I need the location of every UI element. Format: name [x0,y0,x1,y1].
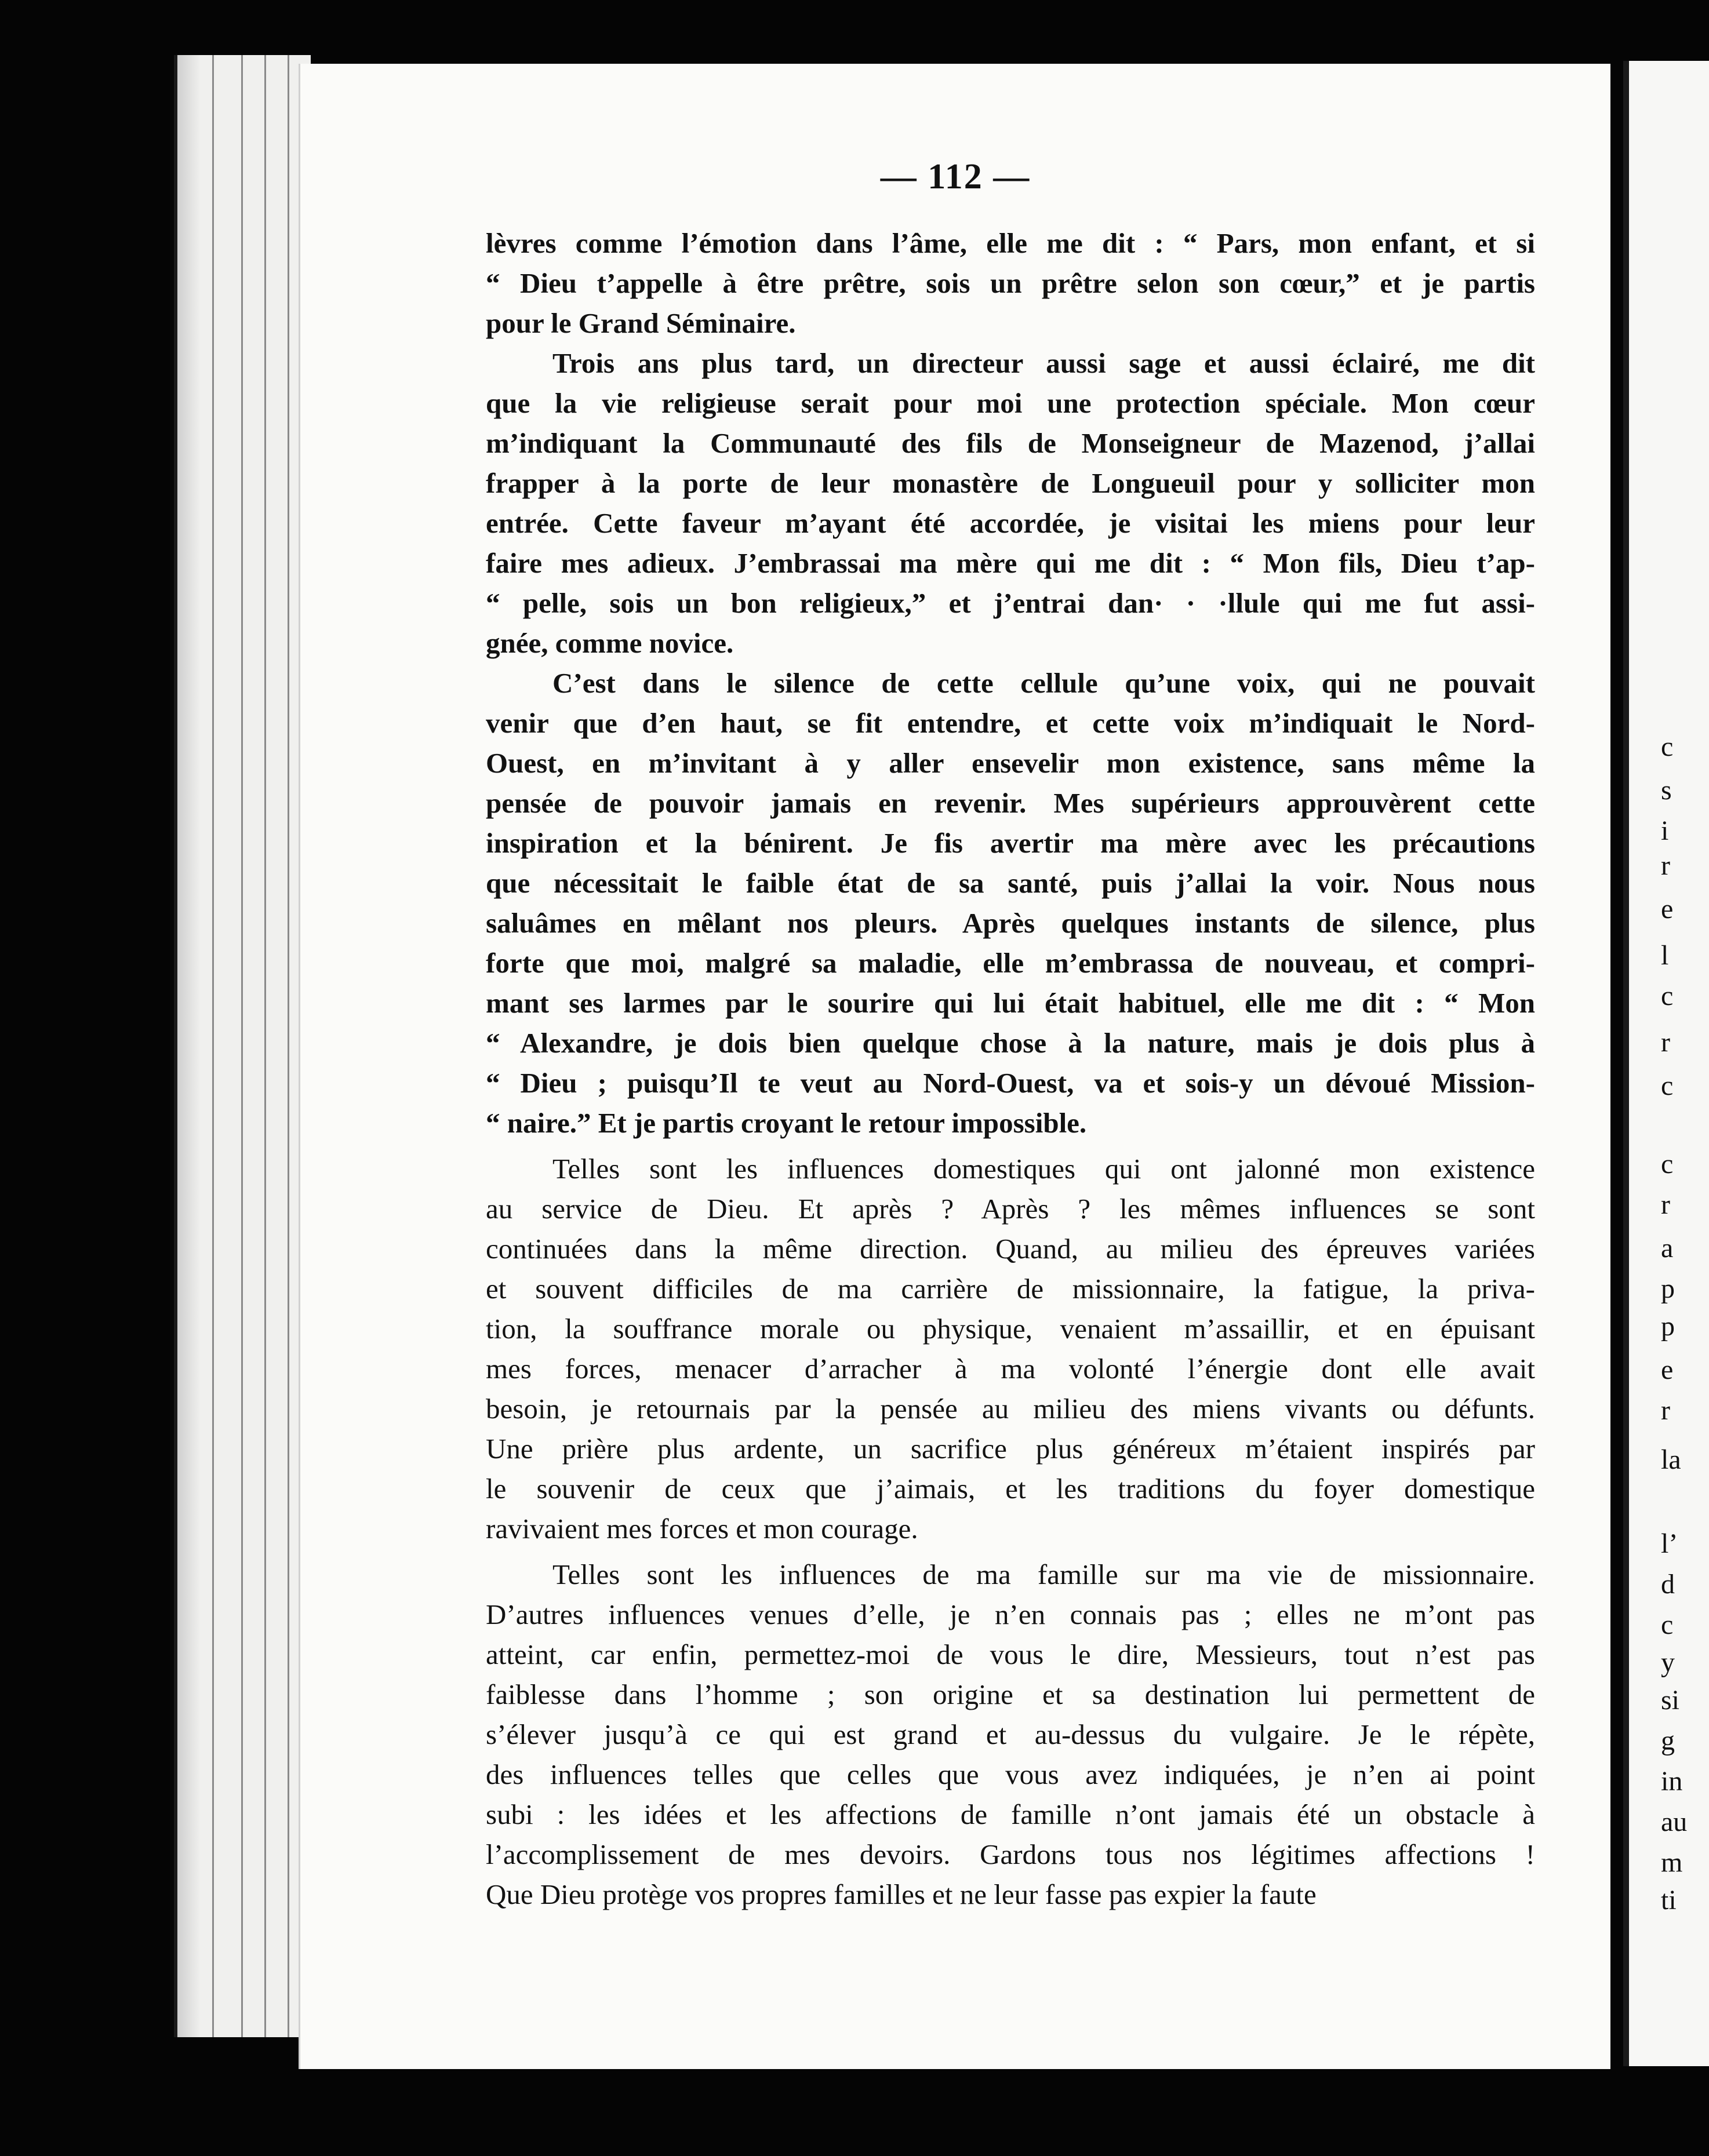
facing-page-fragment: c [1661,1609,1674,1640]
text-line: s’élever jusqu’à ce qui est grand et au-dessus du vulgaire. Je le répète, [486,1718,1535,1750]
paragraph [486,223,1535,343]
text-line: subi : les idées et les affections de famille n’ont jamais été un obstacle à [486,1798,1535,1830]
text-line: inspiration et la bénirent. Je fis avertir ma mère avec les précautions [486,827,1535,859]
facing-page-fragment: in [1661,1766,1683,1797]
facing-page-fragment: p [1661,1273,1675,1304]
text-line: des influences telles que celles que vous avez indiquées, je n’en ai point [486,1758,1535,1790]
text-line: que nécessitait le faible état de sa santé, puis j’allai la voir. Nous nous [486,867,1535,899]
facing-page-fragment: si [1661,1685,1680,1716]
text-line: “ Dieu ; puisqu’Il te veut au Nord-Ouest, va et sois-y un dévoué Mission- [486,1067,1535,1099]
text-line: venir que d’en haut, se fit entendre, et cette voix m’indiquait le Nord- [486,707,1535,739]
text-line: gnée, comme novice. [486,627,734,659]
facing-page-fragment: s [1661,775,1672,806]
facing-page-fragment: la [1661,1444,1681,1475]
page-edge-line [288,55,289,2037]
facing-page-fragment: i [1661,815,1669,846]
text-line: pensée de pouvoir jamais en revenir. Mes supérieurs approuvèrent cette [486,787,1535,819]
facing-page-fragment: au [1661,1807,1688,1837]
text-line: C’est dans le silence de cette cellule qu’une voix, qui ne pouvait [552,667,1535,699]
text-line: pour le Grand Séminaire. [486,307,796,339]
text-line: lèvres comme l’émotion dans l’âme, elle me dit : “ Pars, mon enfant, et si [486,227,1535,259]
text-line: frapper à la porte de leur monastère de Longueuil pour y solliciter mon [486,467,1535,499]
text-line: “ naire.” Et je partis croyant le retour impossible. [486,1107,1087,1139]
book-page-stack [174,55,311,2037]
facing-page-fragment: ti [1661,1885,1677,1915]
facing-page-fragment: e [1661,1354,1674,1385]
page-stack-shadow [177,55,201,2037]
text-line: besoin, je retournais par la pensée au milieu des miens vivants ou défunts. [486,1393,1535,1425]
facing-page-fragment: m [1661,1847,1683,1878]
text-line: tion, la souffrance morale ou physique, venaient m’assaillir, et en épuisant [486,1313,1535,1345]
facing-page-fragment: y [1661,1647,1675,1678]
facing-page-fragment: e [1661,894,1674,924]
paragraph [486,343,1535,663]
facing-page-fragment: p [1661,1311,1675,1342]
text-line: et souvent difficiles de ma carrière de missionnaire, la fatigue, la priva- [486,1273,1535,1305]
facing-page-fragment: a [1661,1233,1674,1263]
facing-page-fragment: c [1661,731,1674,762]
facing-page-fragment: r [1661,1027,1670,1058]
facing-page-fragment: c [1661,1149,1674,1179]
paragraph-gap [486,1143,1535,1149]
text-line: “ Alexandre, je dois bien quelque chose à la nature, mais je dois plus à [486,1027,1535,1059]
book-page [299,64,1610,2069]
text-line: mant ses larmes par le sourire qui lui était habituel, elle me dit : “ Mon [486,987,1535,1019]
text-line: “ Dieu t’appelle à être prêtre, sois un prêtre selon son cœur,” et je partis [486,267,1535,299]
text-line: m’indiquant la Communauté des fils de Monseigneur de Mazenod, j’allai [486,427,1535,459]
text-line: l’accomplissement de mes devoirs. Gardons tous nos légitimes affections ! [486,1838,1535,1870]
page-edge-line [241,55,243,2037]
facing-page-fragment: r [1661,850,1670,881]
page-body-text [486,223,1535,1914]
text-line: Ouest, en m’invitant à y aller ensevelir mon existence, sans même la [486,747,1535,779]
facing-page-fragment: r [1661,1189,1670,1220]
page-edge-line [212,55,214,2037]
facing-page-fragment: r [1661,1395,1670,1426]
text-line: que la vie religieuse serait pour moi une protection spéciale. Mon cœur [486,387,1535,419]
text-line: Que Dieu protège vos propres familles et ne leur fasse pas expier la faute [486,1878,1317,1910]
text-line: Trois ans plus tard, un directeur aussi sage et aussi éclairé, me dit [552,347,1535,379]
paragraph [486,1149,1535,1549]
page-number: — 112 — [880,157,1031,196]
text-line: Telles sont les influences de ma famille sur ma vie de missionnaire. [552,1558,1535,1590]
facing-page-fragment: d [1661,1569,1675,1600]
text-line: au service de Dieu. Et après ? Après ? les mêmes influences se sont [486,1193,1535,1225]
facing-page-fragment: c [1661,981,1674,1011]
text-line: saluâmes en mêlant nos pleurs. Après quelques instants de silence, plus [486,907,1535,939]
text-line: atteint, car enfin, permettez-moi de vous le dire, Messieurs, tout n’est pas [486,1638,1535,1670]
text-line: faiblesse dans l’homme ; son origine et sa destination lui permettent de [486,1678,1535,1710]
facing-page-edge [1623,61,1709,2066]
text-line: Telles sont les influences domestiques qui ont jalonné mon existence [552,1153,1535,1185]
text-line: ravivaient mes forces et mon courage. [486,1513,918,1545]
facing-page-fragment: l’ [1661,1528,1678,1559]
facing-page-fragment: c [1661,1070,1674,1101]
paragraph-gap [486,1549,1535,1554]
text-line: mes forces, menacer d’arracher à ma volonté l’énergie dont elle avait [486,1353,1535,1385]
text-line: le souvenir de ceux que j’aimais, et les traditions du foyer domestique [486,1473,1535,1505]
facing-page-fragment: g [1661,1725,1675,1756]
paragraph [486,1554,1535,1914]
text-line: D’autres influences venues d’elle, je n’en connais pas ; elles ne m’ont pas [486,1598,1535,1630]
text-line: faire mes adieux. J’embrassai ma mère qui me dit : “ Mon fils, Dieu t’ap- [486,547,1535,579]
facing-page-fragment: l [1661,940,1669,971]
paragraph [486,663,1535,1143]
text-line: entrée. Cette faveur m’ayant été accordée, je visitai les miens pour leur [486,507,1535,539]
text-line: continuées dans la même direction. Quand, au milieu des épreuves variées [486,1233,1535,1265]
page-edge-line [264,55,266,2037]
text-line: forte que moi, malgré sa maladie, elle m’embrassa de nouveau, et compri- [486,947,1535,979]
text-line: Une prière plus ardente, un sacrifice plus généreux m’étaient inspirés par [486,1433,1535,1465]
text-line: “ pelle, sois un bon religieux,” et j’entrai dan· · ·llule qui me fut assi- [486,587,1535,619]
